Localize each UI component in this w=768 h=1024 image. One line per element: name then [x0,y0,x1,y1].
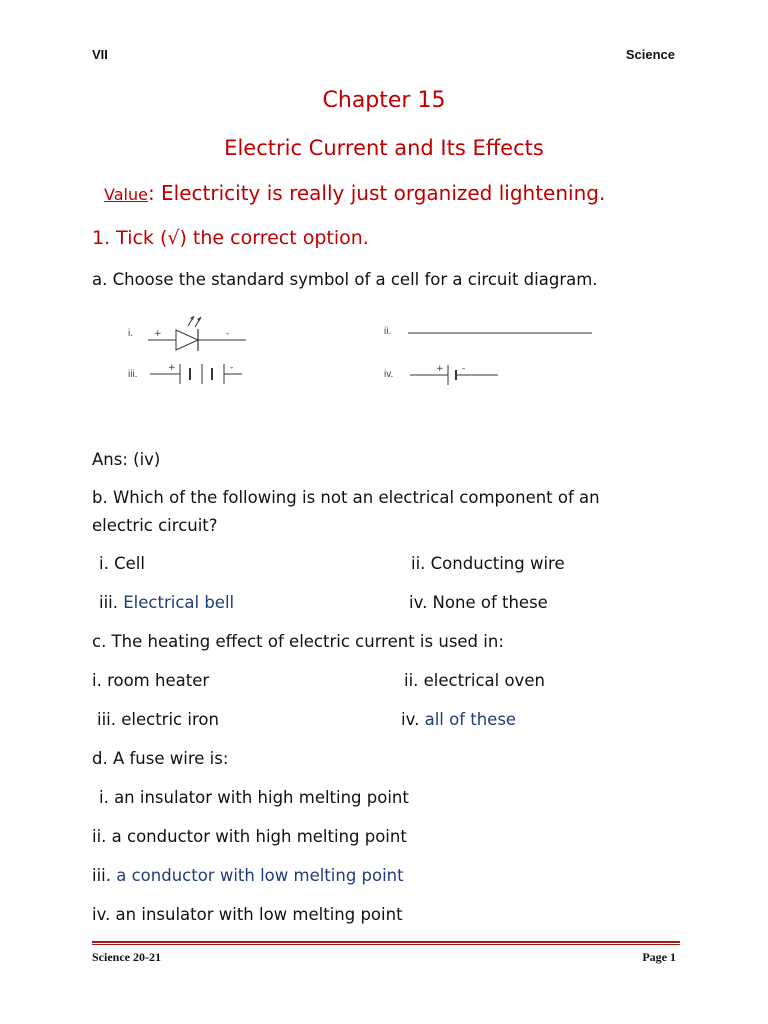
wire-symbol-icon [408,326,594,338]
cell-symbol-icon [410,362,500,388]
question-b-line2: electric circuit? [92,516,218,535]
question-a: a. Choose the standard symbol of a cell for a circuit diagram. [92,270,598,289]
fig-option-ii-label: ii. [384,326,392,337]
option-c-iii: iii. electric iron [97,710,219,729]
fig-option-iv-label: iv. [384,369,394,380]
answer-a: Ans: (iv) [92,450,161,469]
class-label: VII [92,47,108,62]
fig-option-i-label: i. [128,328,133,339]
question-b-line1: b. Which of the following is not an electrical component of an [92,488,600,507]
cell-plus: + [436,364,444,374]
option-c-iv [401,710,516,729]
chapter-number: Chapter 15 [322,88,446,113]
page-number: Page 1 [642,950,676,964]
option-c-iv-answer: all of these [424,710,517,729]
battery-minus: - [230,363,234,373]
option-d-ii: ii. a conductor with high melting point [92,827,407,846]
footer-left: Science 20-21 [92,950,161,964]
option-c-ii: ii. electrical oven [404,671,545,690]
question-d: d. A fuse wire is: [92,749,229,768]
value-label: Value [104,185,148,204]
led-symbol-icon [148,306,252,356]
battery-symbol-icon [150,360,246,388]
option-d-iv: iv. an insulator with low melting point [92,905,403,924]
cell-minus: - [462,364,466,374]
led-plus: + [154,329,162,339]
value-colon: : [147,181,155,205]
footer-rule [92,941,680,943]
section-heading: 1. Tick (√) the correct option. [92,227,369,249]
value-text: Electricity is really just organized lightening. [161,181,606,205]
option-b-i: i. Cell [99,554,145,573]
option-c-iv-prefix: iv. [401,710,420,729]
question-c: c. The heating effect of electric current is used in: [92,632,504,651]
fig-option-iii-label: iii. [128,369,138,380]
subject-label: Science [625,47,675,62]
option-b-iv: iv. None of these [409,593,548,612]
chapter-title: Electric Current and Its Effects [224,136,544,160]
battery-plus: + [168,363,176,373]
option-c-i: i. room heater [92,671,210,690]
option-d-i: i. an insulator with high melting point [99,788,409,807]
option-d-iii-answer: a conductor with low melting point [116,866,404,885]
value-line [104,181,605,205]
option-d-iii-prefix: iii. [92,866,111,885]
option-b-ii: ii. Conducting wire [411,554,565,573]
option-d-iii [92,866,404,885]
led-minus: - [226,329,230,339]
option-b-iii-prefix: iii. [99,593,118,612]
option-b-iii-answer: Electrical bell [123,593,235,612]
footer-rule-thin [92,944,680,945]
option-b-iii [99,593,234,612]
